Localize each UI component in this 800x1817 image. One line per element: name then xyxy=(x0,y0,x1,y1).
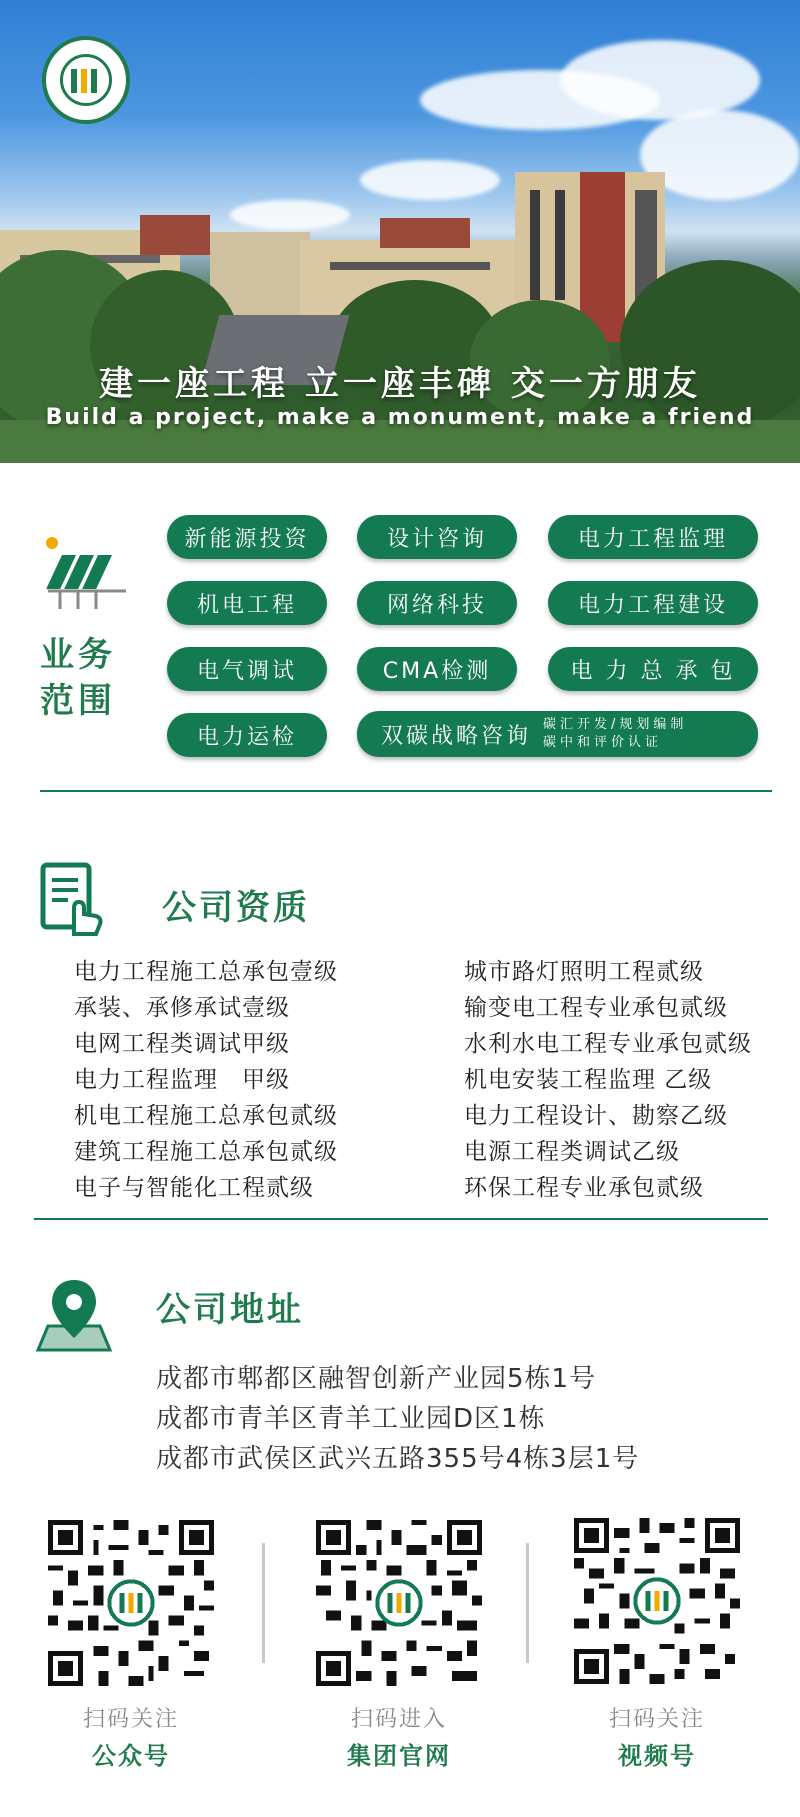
qualification-item: 电子与智能化工程贰级 xyxy=(74,1175,314,1201)
qualification-item: 电力工程监理 甲级 xyxy=(74,1067,290,1093)
business-scope-title-line1: 业务 xyxy=(40,635,116,675)
qr-code-group-website[interactable] xyxy=(316,1520,482,1686)
address-title: 公司地址 xyxy=(156,1290,304,1330)
business-scope-title xyxy=(40,632,116,724)
qr-code-wechat-official[interactable] xyxy=(48,1520,214,1686)
slogan-english: Build a project, make a monument, make a friend xyxy=(45,405,755,430)
qualification-item: 环保工程专业承包贰级 xyxy=(464,1175,704,1201)
address-line: 成都市青羊区青羊工业园D区1栋 xyxy=(156,1404,546,1434)
dual-carbon-sub-line2: 碳中和评价认证 xyxy=(543,735,663,750)
scope-item-cma-testing: CMA检测 xyxy=(357,647,517,691)
scope-item-power-construction: 电力工程建设 xyxy=(548,581,758,625)
address-line: 成都市郫都区融智创新产业园5栋1号 xyxy=(156,1364,597,1394)
section-divider-2 xyxy=(34,1218,768,1220)
scope-item-power-general-contract: 电 力 总 承 包 xyxy=(548,647,758,691)
solar-panel-icon xyxy=(40,533,130,613)
scope-item-power-supervision: 电力工程监理 xyxy=(548,515,758,559)
qr-caption: 扫码进入 xyxy=(350,1707,447,1732)
address-line: 成都市武侯区武兴五路355号4栋3层1号 xyxy=(156,1444,640,1474)
scope-item-network-tech: 网络科技 xyxy=(357,581,517,625)
slogan-chinese: 建一座工程 立一座丰碑 交一方朋友 xyxy=(99,364,701,404)
qr-separator xyxy=(262,1543,265,1663)
qualification-item: 机电工程施工总承包贰级 xyxy=(74,1103,338,1129)
dual-carbon-label: 双碳战略咨询 xyxy=(381,723,532,749)
scope-item-mechanical-electrical: 机电工程 xyxy=(167,581,327,625)
qr-title: 视频号 xyxy=(618,1742,696,1770)
qualification-item: 承装、承修承试壹级 xyxy=(74,995,290,1021)
qualification-item: 电网工程类调试甲级 xyxy=(74,1031,290,1057)
qualification-item: 建筑工程施工总承包贰级 xyxy=(74,1139,338,1165)
scope-item-electrical-debugging: 电气调试 xyxy=(167,647,327,691)
qr-caption: 扫码关注 xyxy=(82,1707,179,1732)
document-touch-icon xyxy=(40,862,104,936)
qualification-item: 水利水电工程专业承包贰级 xyxy=(464,1031,752,1057)
section-divider-1 xyxy=(40,790,772,792)
company-logo xyxy=(42,36,130,124)
qualification-item: 输变电工程专业承包贰级 xyxy=(464,995,728,1021)
scope-item-new-energy: 新能源投资 xyxy=(167,515,327,559)
qr-caption: 扫码关注 xyxy=(608,1707,705,1732)
qr-code-video-channel[interactable] xyxy=(574,1518,740,1684)
qualification-item: 电力工程施工总承包壹级 xyxy=(74,959,338,985)
qr-title: 集团官网 xyxy=(347,1742,451,1770)
scope-item-design-consulting: 设计咨询 xyxy=(357,515,517,559)
scope-item-power-maintenance: 电力运检 xyxy=(167,713,327,757)
qualification-item: 城市路灯照明工程贰级 xyxy=(464,959,704,985)
building-sign xyxy=(522,160,667,174)
qr-separator xyxy=(526,1543,529,1663)
qr-title: 公众号 xyxy=(92,1742,170,1770)
dual-carbon-sub-line1: 碳汇开发/规划编制 xyxy=(543,717,688,732)
business-scope-title-line2: 范围 xyxy=(40,681,116,721)
qualification-item: 机电安装工程监理 乙级 xyxy=(464,1067,713,1093)
qualification-item: 电力工程设计、勘察乙级 xyxy=(464,1103,728,1129)
location-pin-icon xyxy=(34,1276,114,1354)
hero-banner xyxy=(0,0,800,463)
dual-carbon-sub xyxy=(543,716,687,752)
qualifications-title: 公司资质 xyxy=(162,888,310,928)
qualification-item: 电源工程类调试乙级 xyxy=(464,1139,680,1165)
scope-item-dual-carbon xyxy=(357,711,758,757)
